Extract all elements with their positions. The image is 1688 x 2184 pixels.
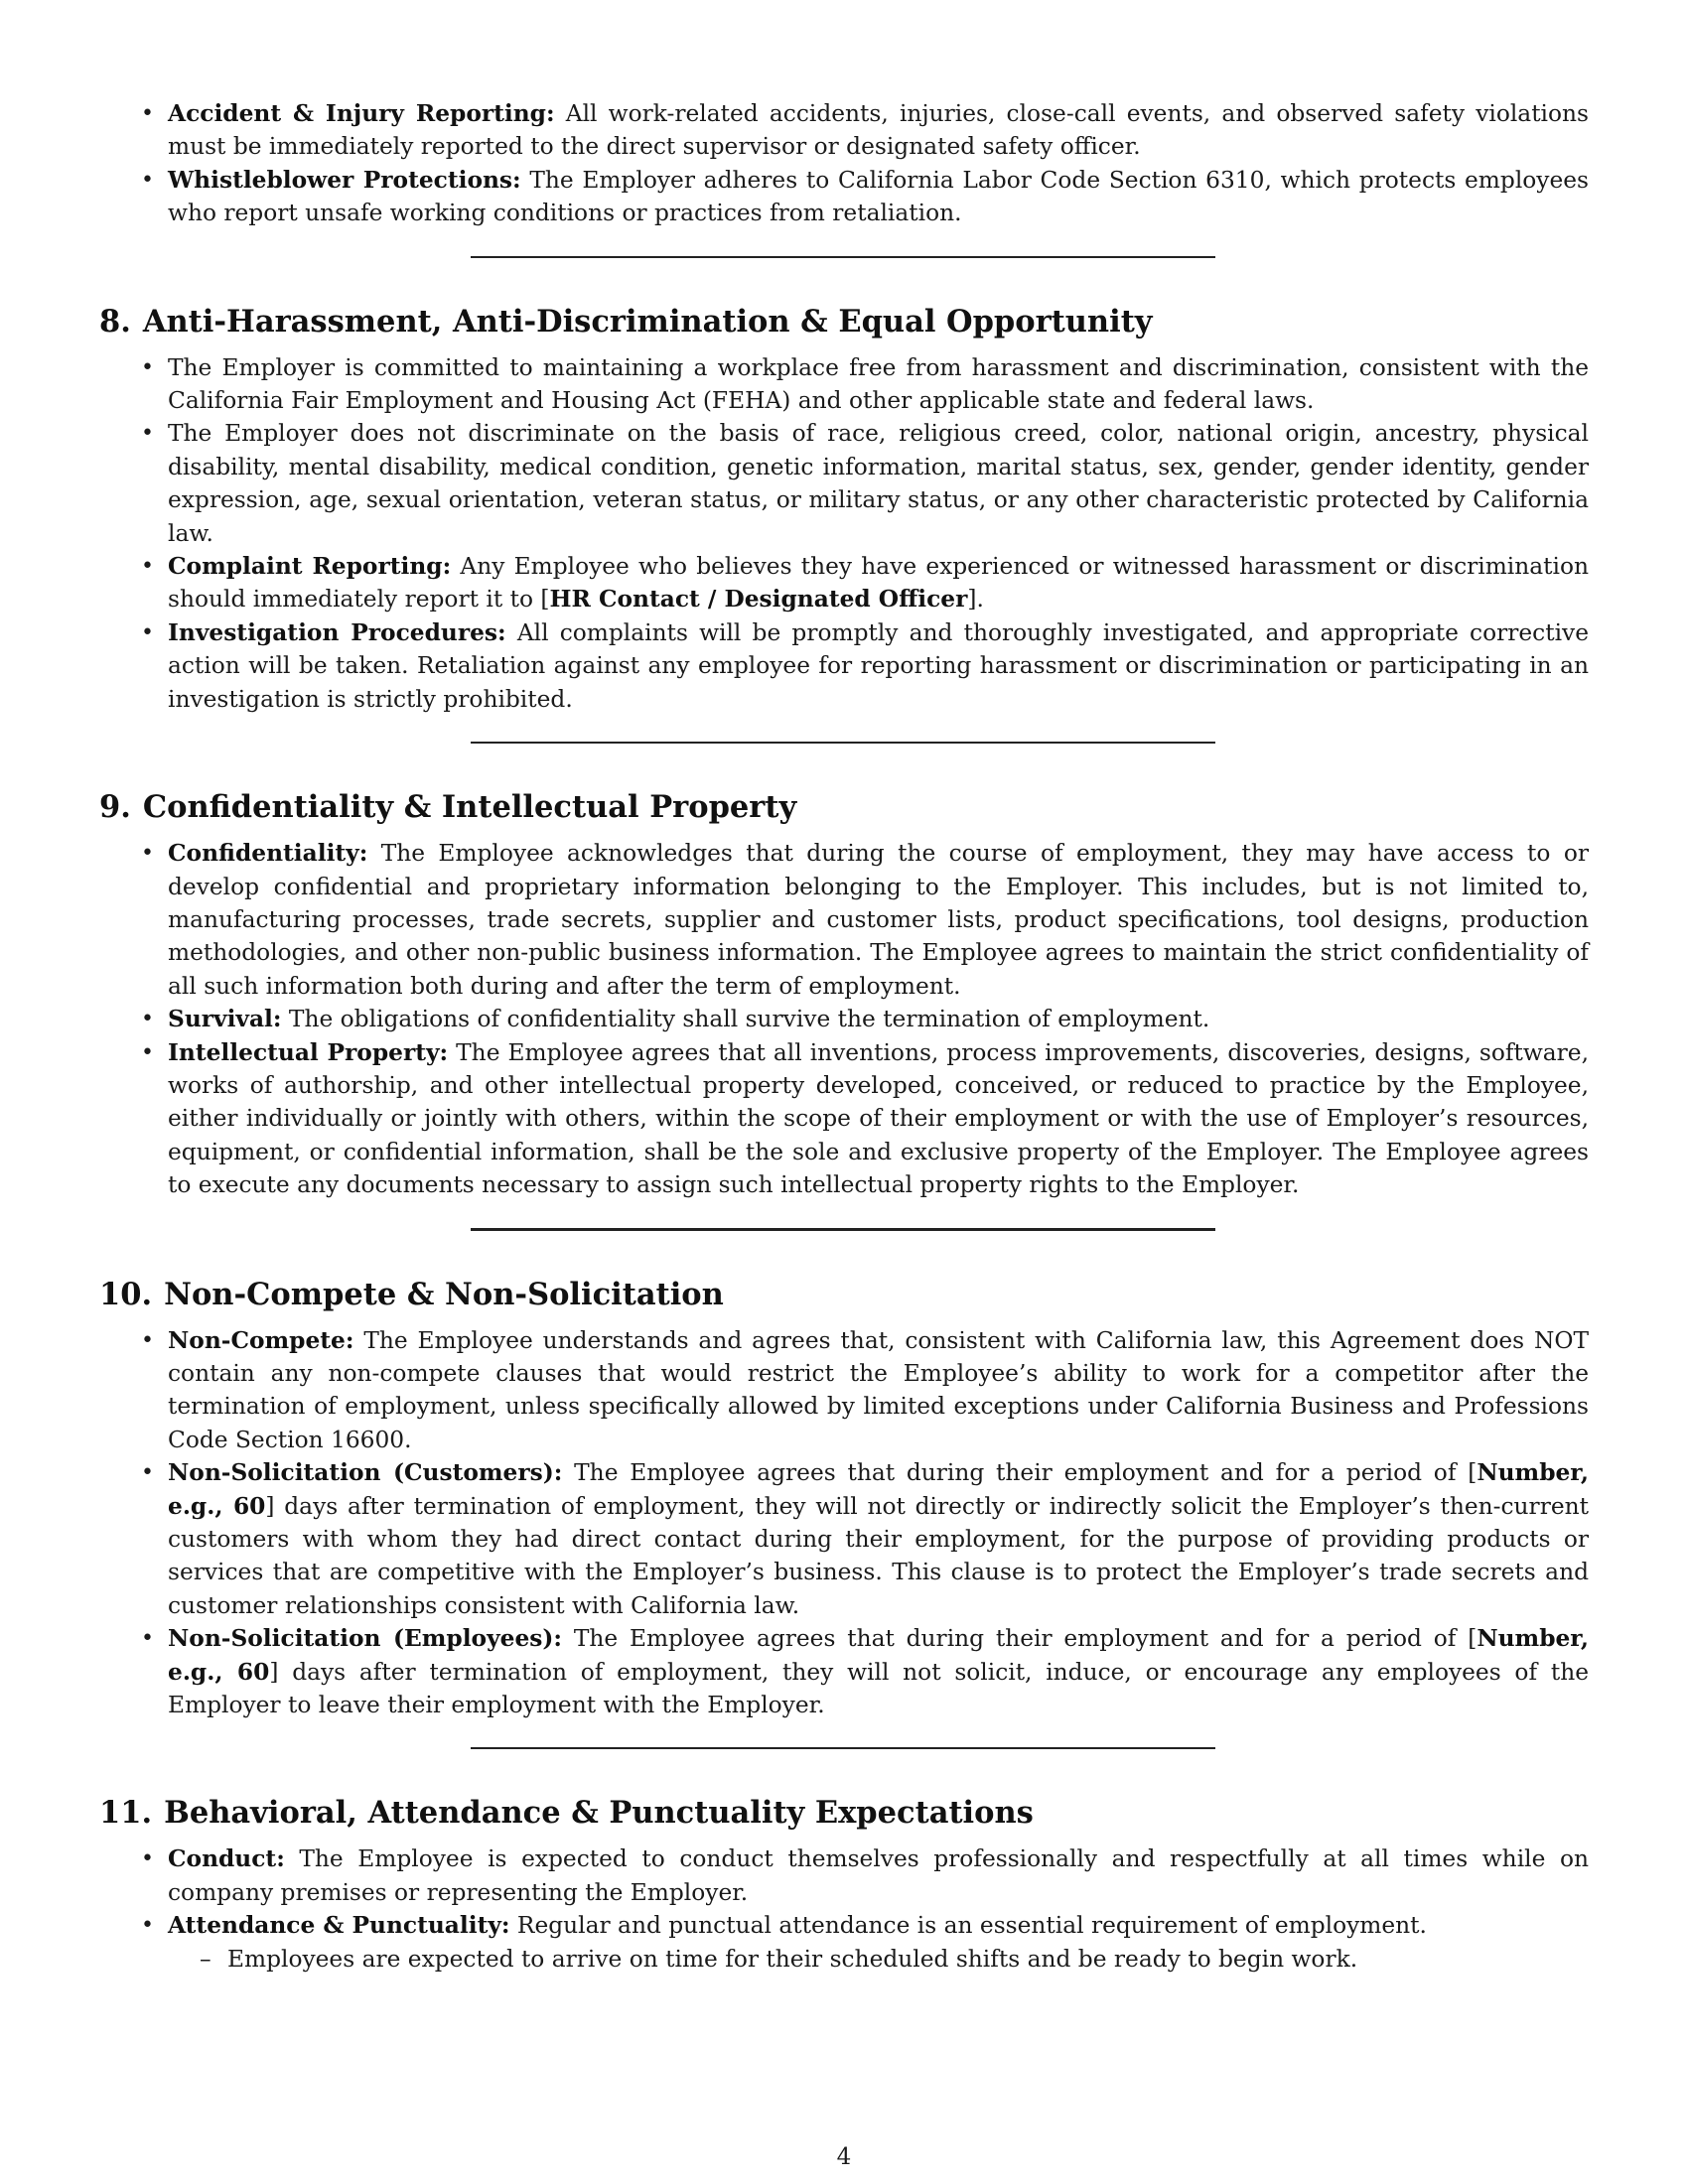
item-lead: Conduct: — [168, 1845, 285, 1873]
item-text: The Employer is committed to maintaining a workplace free from harassment and discrimination, consistent with the California Fair Employment and Housing Act (FEHA) and other applicable state and federal laws. — [168, 353, 1589, 415]
list-item: • Intellectual Property: The Employee agrees that all inventions, process improvements, discoveries, designs, software, works of authorship, and other intellectual property developed, conceived, or reduced to practice by the Employee, either individually or jointly with others, within the scope of their employment or with the use of Employer’s resources, equipment, or confidential information, shall be the sole and exclusive property of the Employer. The Employee agrees to execute any documents necessary to assign such intellectual property rights to the Employer. — [99, 1036, 1589, 1202]
section-9-list — [99, 837, 1589, 1201]
item-lead: Investigation Procedures: — [168, 618, 506, 646]
list-item: • Complaint Reporting: Any Employee who believes they have experienced or witnessed harassment or discrimination should immediately report it to [HR Contact / Designated Officer]. — [99, 550, 1589, 616]
item-lead: Non-Solicitation (Employees): — [168, 1625, 563, 1653]
list-item — [99, 164, 1589, 230]
section-8-heading: 8. Anti-Harassment, Anti-Discrimination & Equal Opportunity — [99, 303, 1153, 340]
item-lead: Non-Solicitation (Customers): — [168, 1459, 563, 1487]
section-divider — [471, 256, 1215, 258]
section-8-list — [99, 351, 1589, 716]
item-lead: Attendance & Punctuality: — [168, 1912, 510, 1940]
item-lead: Whistleblower Protections: — [168, 166, 521, 194]
section-divider — [471, 1747, 1215, 1749]
list-item — [99, 97, 1589, 164]
section-divider — [471, 742, 1215, 744]
list-item — [99, 351, 1589, 418]
item-lead: Intellectual Property: — [168, 1038, 449, 1066]
section-11-heading: 11. Behavioral, Attendance & Punctuality Expectations — [99, 1795, 1034, 1832]
item-text: The Employer adheres to California Labor Code Section 6310, which protects employees who report unsafe working conditions or practices from retaliation. — [168, 166, 1589, 227]
document-page — [99, 97, 1589, 1976]
section-11-list — [99, 1843, 1589, 1976]
item-lead: Confidentiality: — [168, 840, 368, 868]
list-item: • Confidentiality: The Employee acknowledges that during the course of employment, they may have access to or develop confidential and proprietary information belonging to the Employer. This includes, but is not limited to, manufacturing processes, trade secrets, supplier and customer lists, product specifications, tool designs, production methodologies, and other non-public business information. The Employee agrees to maintain the strict confidentiality of all such information both during and after the term of employment. — [99, 837, 1589, 1003]
placeholder-field: Number, e.g., 60 — [168, 1459, 1589, 1520]
placeholder-field: HR Contact / Designated Officer — [549, 586, 968, 614]
list-item: • Survival: The obligations of confidentiality shall survive the termination of employment. — [99, 1003, 1589, 1035]
section-9-heading: 9. Confidentiality & Intellectual Property — [99, 789, 797, 826]
item-lead: Non-Compete: — [168, 1326, 354, 1354]
list-item: • Investigation Procedures: All complaints will be promptly and thoroughly investigated, and appropriate corrective action will be taken. Retaliation against any employee for reporting harassment or discrimination or participating in an investigation is strictly prohibited. — [99, 616, 1589, 716]
safety-items-list — [99, 97, 1589, 230]
placeholder-field: Number, e.g., 60 — [168, 1625, 1589, 1686]
list-item — [99, 417, 1589, 550]
list-item: • Conduct: The Employee is expected to conduct themselves professionally and respectfully at all times while on company premises or representing the Employer. — [99, 1843, 1589, 1909]
list-item: • Non-Compete: The Employee understands and agrees that, consistent with California law, this Agreement does NOT contain any non-compete clauses that would restrict the Employee’s ability to work for a competitor after the termination of employment, unless specifically allowed by limited exceptions under California Business and Professions Code Section 16600. — [99, 1324, 1589, 1457]
item-text: The Employer does not discriminate on the basis of race, religious creed, color, national origin, ancestry, physical disability, mental disability, medical condition, genetic information, marital status, sex, gender, gender identity, gender expression, age, sexual orientation, veteran status, or military status, or any other characteristic protected by California law. — [168, 420, 1589, 547]
section-10-list — [99, 1324, 1589, 1722]
list-item: • Non-Solicitation (Employees): The Employee agrees that during their employment and for a period of [Number, e.g., 60] days after termination of employment, they will not solicit, induce, or encourage any employees of the Employer to leave their employment with the Employer. — [99, 1622, 1589, 1721]
item-lead: Survival: — [168, 1006, 282, 1033]
list-item: • Attendance & Punctuality: Regular and punctual attendance is an essential requirement of employment. – Employees are expected to arrive on time for their scheduled shifts and be ready to begin work. — [99, 1909, 1589, 1976]
item-lead: Complaint Reporting: — [168, 553, 452, 581]
section-10-heading: 10. Non-Compete & Non-Solicitation — [99, 1276, 724, 1312]
item-lead: Accident & Injury Reporting: — [168, 100, 555, 127]
section-divider — [471, 1228, 1215, 1231]
page-number: 4 — [836, 2144, 852, 2170]
sub-list-item: – Employees are expected to arrive on time for their scheduled shifts and be ready to begin work. — [168, 1943, 1589, 1976]
sub-list — [168, 1943, 1589, 1976]
item-text: All work-related accidents, injuries, close-call events, and observed safety violations must be immediately reported to the direct supervisor or designated safety officer. — [168, 100, 1589, 161]
list-item: • Non-Solicitation (Customers): The Employee agrees that during their employment and for a period of [Number, e.g., 60] days after termination of employment, they will not directly or indirectly solicit the Employer’s then-current customers with whom they had direct contact during their employment, for the purpose of providing products or services that are competitive with the Employer’s business. This clause is to protect the Employer’s trade secrets and customer relationships consistent with California law. — [99, 1456, 1589, 1622]
